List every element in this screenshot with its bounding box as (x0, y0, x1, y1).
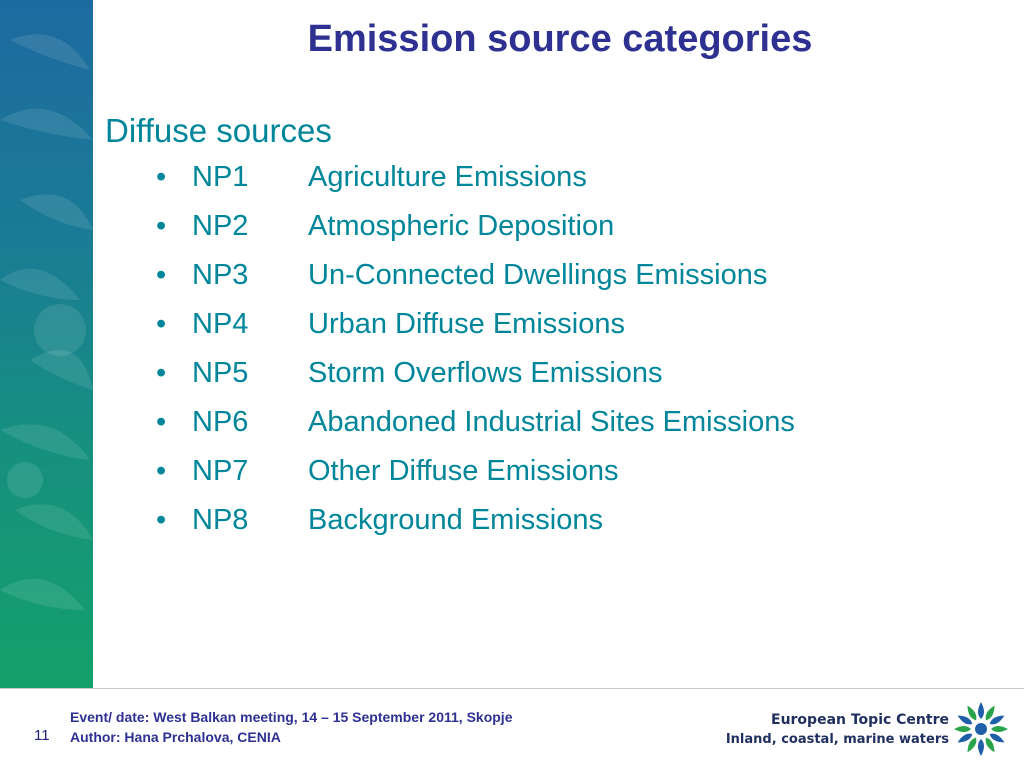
emission-category-list (152, 161, 795, 553)
decorative-side-band (0, 0, 93, 688)
bullet-icon: • (156, 406, 167, 438)
category-label: Agriculture Emissions (308, 161, 587, 193)
category-code: NP6 (192, 406, 249, 438)
list-item (152, 455, 795, 504)
category-label: Storm Overflows Emissions (308, 357, 663, 389)
category-label: Background Emissions (308, 504, 603, 536)
author-line: Author: Hana Prchalova, CENIA (70, 729, 281, 745)
slide-title: Emission source categories (307, 18, 813, 60)
etc-sun-logo-icon (952, 700, 1010, 758)
list-item (152, 161, 795, 210)
category-code: NP4 (192, 308, 249, 340)
list-item (152, 357, 795, 406)
category-code: NP7 (192, 455, 249, 487)
footer-credits (70, 707, 512, 747)
logo-line-2: Inland, coastal, marine waters (725, 732, 949, 747)
logo-line-1: European Topic Centre (771, 712, 949, 728)
bullet-icon: • (156, 504, 167, 536)
category-code: NP5 (192, 357, 249, 389)
list-item (152, 406, 795, 455)
list-item (152, 210, 795, 259)
bullet-icon: • (156, 357, 167, 389)
category-label: Un-Connected Dwellings Emissions (308, 259, 768, 291)
list-item (152, 504, 795, 553)
category-code: NP1 (192, 161, 249, 193)
category-code: NP8 (192, 504, 249, 536)
category-label: Other Diffuse Emissions (308, 455, 619, 487)
bullet-icon: • (156, 161, 167, 193)
event-line: Event/ date: West Balkan meeting, 14 – 15 September 2011, Skopje (70, 709, 513, 725)
bullet-icon: • (156, 259, 167, 291)
section-heading: Diffuse sources (105, 112, 332, 149)
bullet-icon: • (156, 455, 167, 487)
category-label: Abandoned Industrial Sites Emissions (308, 406, 795, 438)
category-code: NP3 (192, 259, 249, 291)
category-label: Atmospheric Deposition (308, 210, 615, 242)
category-label: Urban Diffuse Emissions (308, 308, 625, 340)
swirl-pattern-icon (0, 0, 93, 688)
list-item (152, 308, 795, 357)
bullet-icon: • (156, 210, 167, 242)
category-code: NP2 (192, 210, 249, 242)
bullet-icon: • (156, 308, 167, 340)
page-number: 11 (34, 727, 50, 744)
etc-logo-text (726, 710, 949, 750)
list-item (152, 259, 795, 308)
